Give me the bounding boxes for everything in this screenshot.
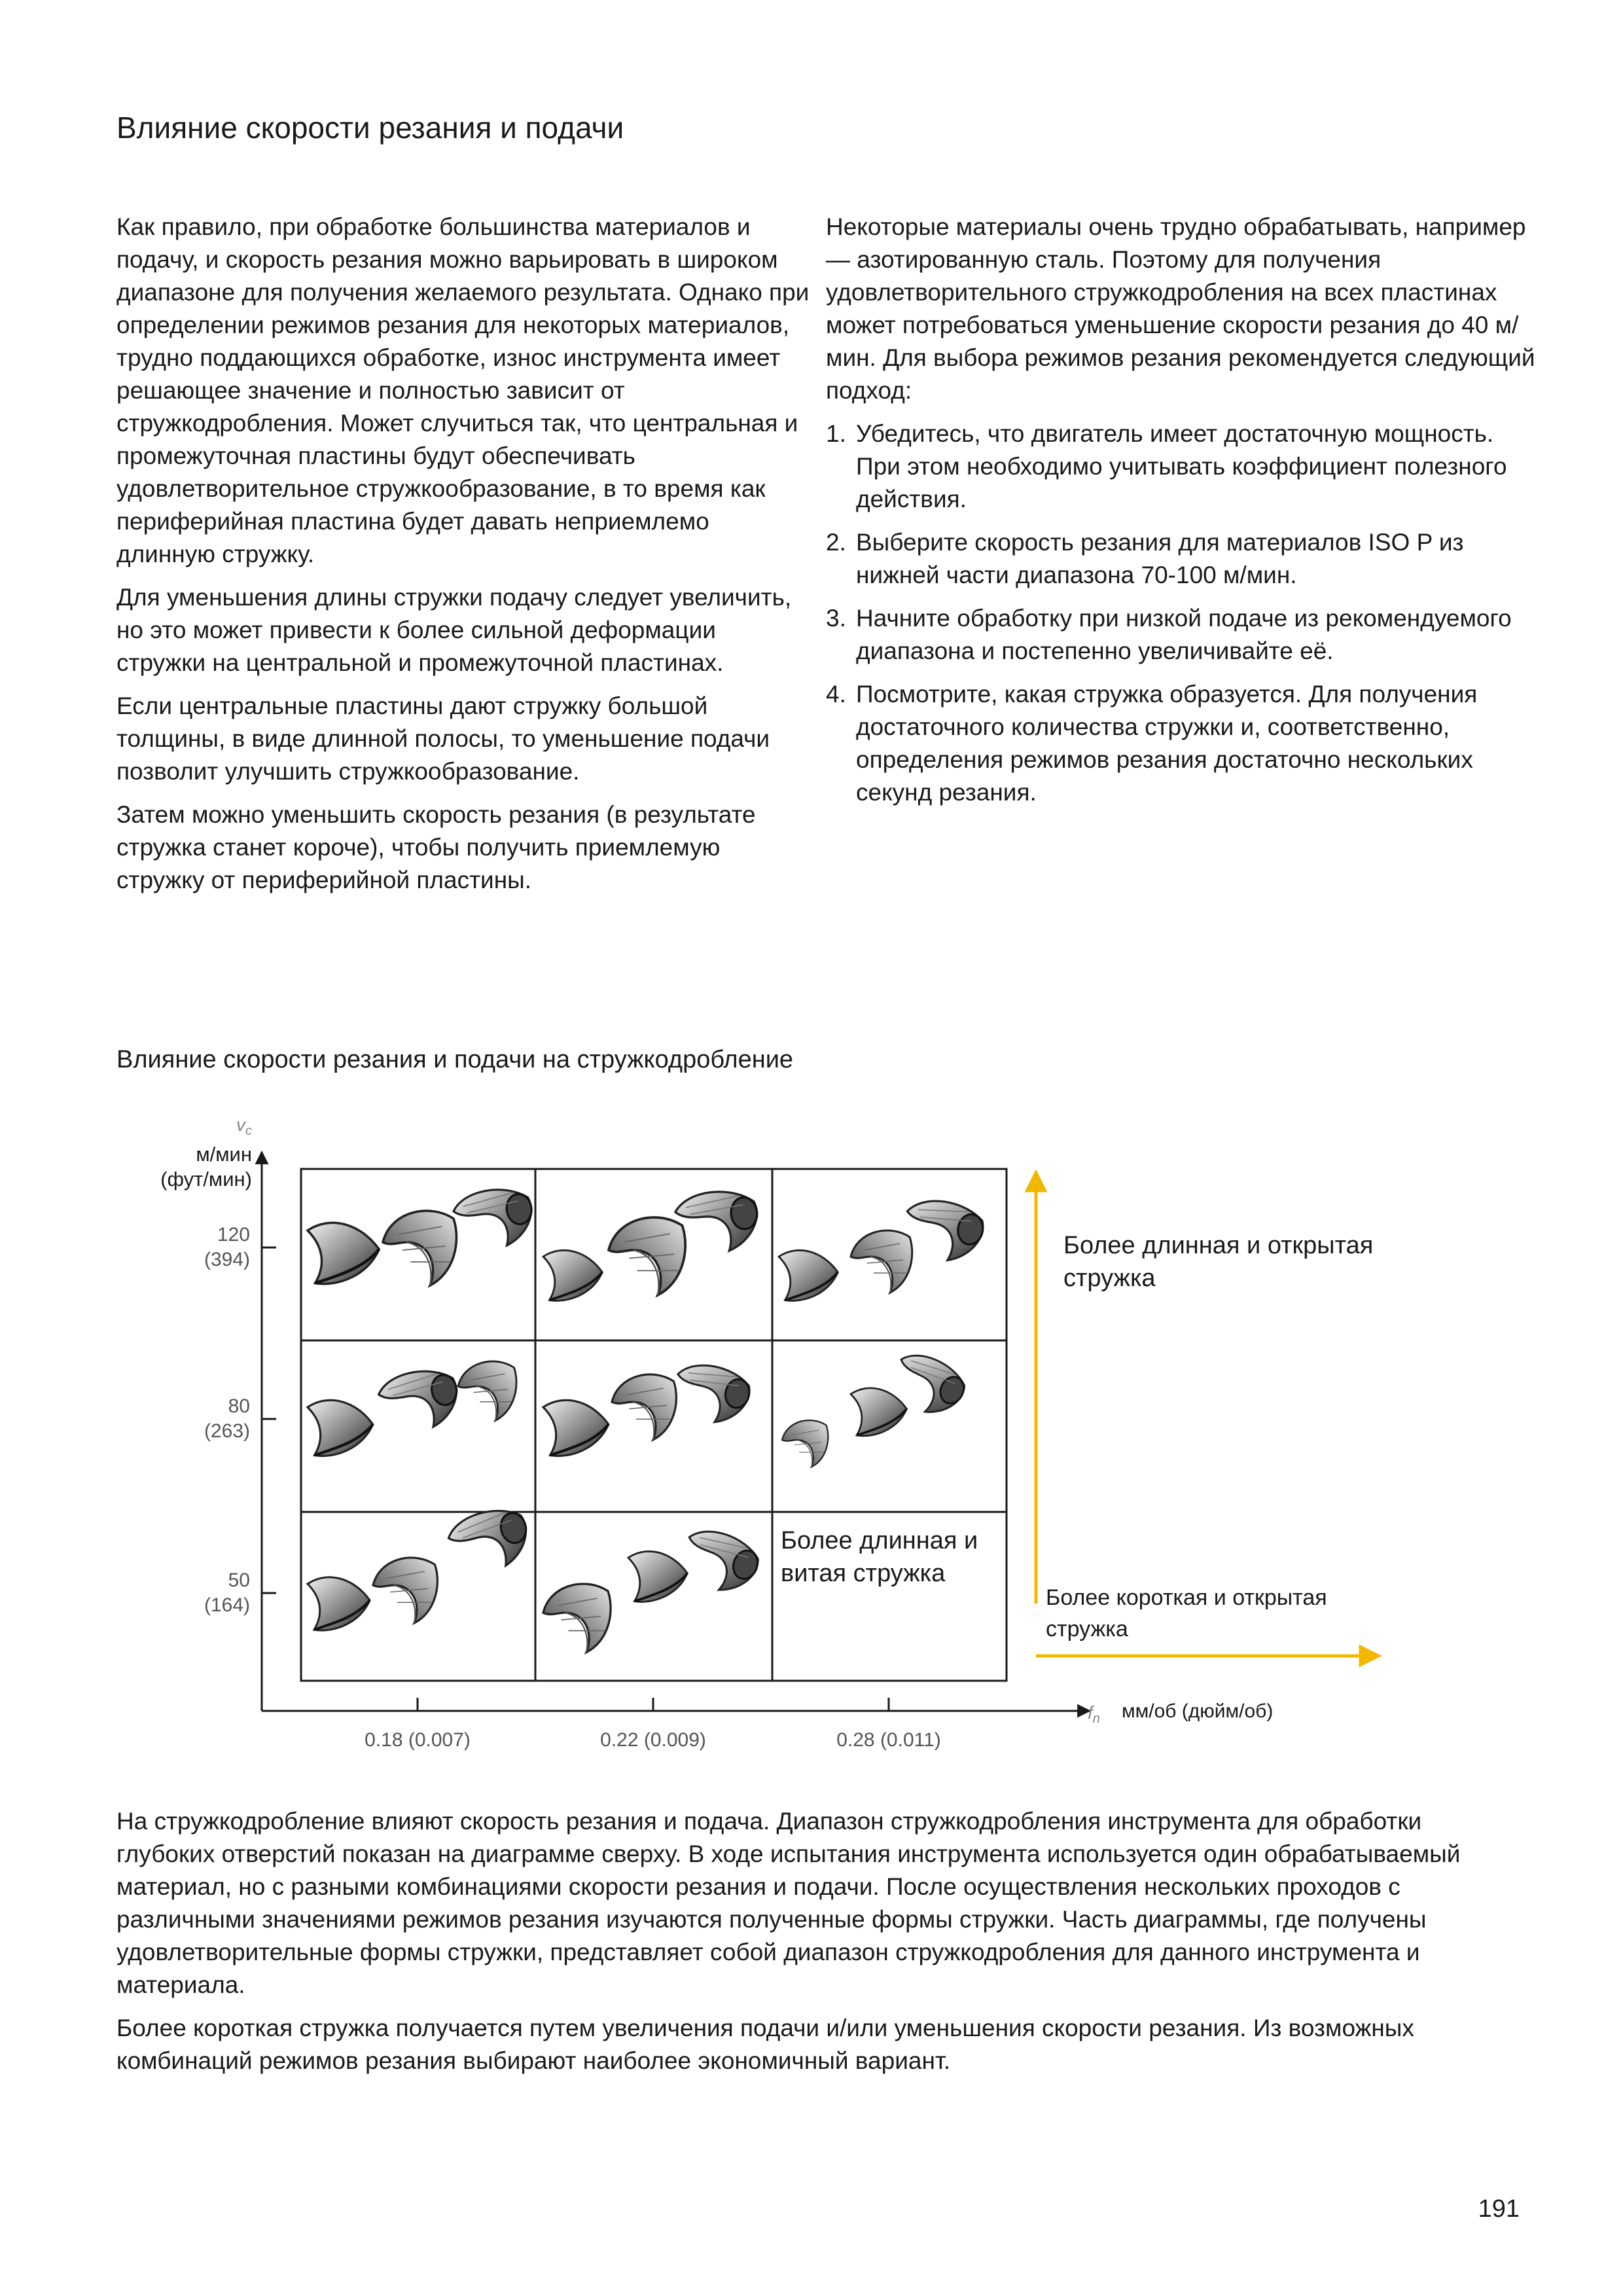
y-axis-symbol: $v_c$ bbox=[236, 1115, 252, 1138]
x-tick-label: 0.28 (0.011) bbox=[836, 1729, 941, 1751]
list-number: 1. bbox=[826, 420, 846, 447]
y-tick-label: 80 bbox=[228, 1395, 250, 1417]
page-title: Влияние скорости резания и подачи bbox=[116, 111, 624, 145]
y-tick-label: 50 bbox=[228, 1570, 250, 1591]
paragraph: Некоторые материалы очень трудно обрабатывать, например — азотированную сталь. Поэтому для получения удовлетворительного стружкодробления на всех пластинах может потребоваться уменьшение скорости резания до 40 м/мин. Для выбора режимов резания рекомендуется следующий подход: bbox=[826, 213, 1535, 404]
page-number: 191 bbox=[1478, 2195, 1520, 2223]
x-tick bbox=[365, 1698, 471, 1751]
up-arrow-label: Более длинная и открытая bbox=[1063, 1232, 1374, 1259]
paragraph: Затем можно уменьшить скорость резания (в результате стружка станет короче), чтобы получить приемлемую стружку от периферийной пластины. bbox=[116, 801, 756, 893]
y-tick-label-alt: (394) bbox=[204, 1249, 250, 1270]
cell-label: витая стружка bbox=[781, 1560, 946, 1587]
chip-image bbox=[308, 1503, 534, 1630]
paragraph: Если центральные пластины дают стружку большой толщины, в виде длинной полосы, то уменьшение подачи позволит улучшить стружкообразование. bbox=[116, 692, 770, 785]
right-arrow-label: стружка bbox=[1046, 1617, 1128, 1641]
right-arrow-label: Более короткая и открытая bbox=[1046, 1585, 1327, 1610]
paragraph: Как правило, при обработке большинства материалов и подачу, и скорость резания можно варьировать в широком диапазоне для получения желаемого результата. Однако при определении режимов резания для некоторых материалов, трудно поддающихся обработке, износ инструмента имеет решающее значение и полностью зависит от стружкодробления. Может случиться так, что центральная и промежуточная пластины будут обеспечивать удовлетворительное стружкообразование, в то время как периферийная пластина будет давать неприемлемо длинную стружку. bbox=[116, 213, 810, 567]
x-tick-label: 0.22 (0.009) bbox=[600, 1729, 706, 1751]
y-tick-label-alt: (263) bbox=[204, 1420, 250, 1442]
x-tick bbox=[600, 1698, 706, 1751]
chip-image bbox=[543, 1359, 753, 1456]
paragraph: Более короткая стружка получается путем увеличения подачи и/или уменьшения скорости резания. Из возможных комбинаций режимов резания выбирают наиболее экономичный вариант. bbox=[116, 2015, 1414, 2074]
right-column bbox=[826, 211, 1539, 819]
chip-image bbox=[779, 1196, 986, 1301]
steps-list bbox=[826, 418, 1539, 809]
y-tick bbox=[204, 1395, 276, 1442]
list-number: 4. bbox=[826, 681, 846, 708]
paragraph: На стружкодробление влияют скорость резания и подача. Диапазон стружкодробления инструмента для обработки глубоких отверстий показан на диаграмме сверху. В ходе испытания инструмента используется один обрабатываемый материал, но с разными комбинациями скорости резания и подачи. После осуществления нескольких проходов с различными значениями режимов резания изучаются полученные формы стружки. Часть диаграммы, где получены удовлетворительные формы стружки, представляет собой диапазон стружкодробления для данного инструмента и материала. bbox=[116, 1808, 1461, 1998]
y-axis-unit: м/мин bbox=[196, 1143, 252, 1166]
up-arrow-label: стружка bbox=[1063, 1265, 1156, 1292]
list-number: 3. bbox=[826, 605, 846, 632]
y-axis-unit-alt: (фут/мин) bbox=[160, 1168, 252, 1191]
x-tick bbox=[836, 1698, 941, 1751]
list-item bbox=[826, 526, 1539, 592]
chip-image bbox=[543, 1189, 760, 1301]
chip-image bbox=[308, 1361, 516, 1456]
y-tick bbox=[204, 1224, 276, 1270]
y-tick bbox=[204, 1570, 276, 1616]
chip-image bbox=[782, 1346, 971, 1467]
left-column bbox=[116, 211, 810, 907]
list-item bbox=[826, 418, 1539, 516]
x-axis-symbol: $f_n$ bbox=[1088, 1702, 1100, 1726]
list-item bbox=[826, 602, 1539, 668]
list-number: 2. bbox=[826, 529, 846, 556]
list-text: Выберите скорость резания для материалов ISO P из нижней части диапазона 70-100 м/мин. bbox=[856, 529, 1464, 588]
cell-label: Более длинная и bbox=[781, 1527, 978, 1554]
bottom-text bbox=[116, 1805, 1517, 2088]
figure-caption: Влияние скорости резания и подачи на стружкодробление bbox=[116, 1046, 794, 1073]
list-text: Убедитесь, что двигатель имеет достаточную мощность. При этом необходимо учитывать коэффициент полезного действия. bbox=[856, 420, 1507, 512]
x-axis-unit: мм/об (дюйм/об) bbox=[1122, 1700, 1274, 1722]
list-text: Посмотрите, какая стружка образуется. Для получения достаточного количества стружки и, соответственно, определения режимов резания достаточно нескольких секунд резания. bbox=[856, 681, 1478, 806]
chip-image bbox=[543, 1523, 764, 1652]
list-item bbox=[826, 678, 1539, 809]
paragraph: Для уменьшения длины стружки подачу следует увеличить, но это может привести к более сильной деформации стружки на центральной и промежуточной пластинах. bbox=[116, 584, 792, 676]
y-tick-label: 120 bbox=[217, 1224, 250, 1246]
x-tick-label: 0.18 (0.007) bbox=[365, 1729, 471, 1751]
y-tick-label-alt: (164) bbox=[204, 1594, 250, 1616]
chip-image bbox=[308, 1185, 536, 1285]
list-text: Начните обработку при низкой подаче из рекомендуемого диапазона и постепенно увеличивайте её. bbox=[856, 605, 1512, 664]
